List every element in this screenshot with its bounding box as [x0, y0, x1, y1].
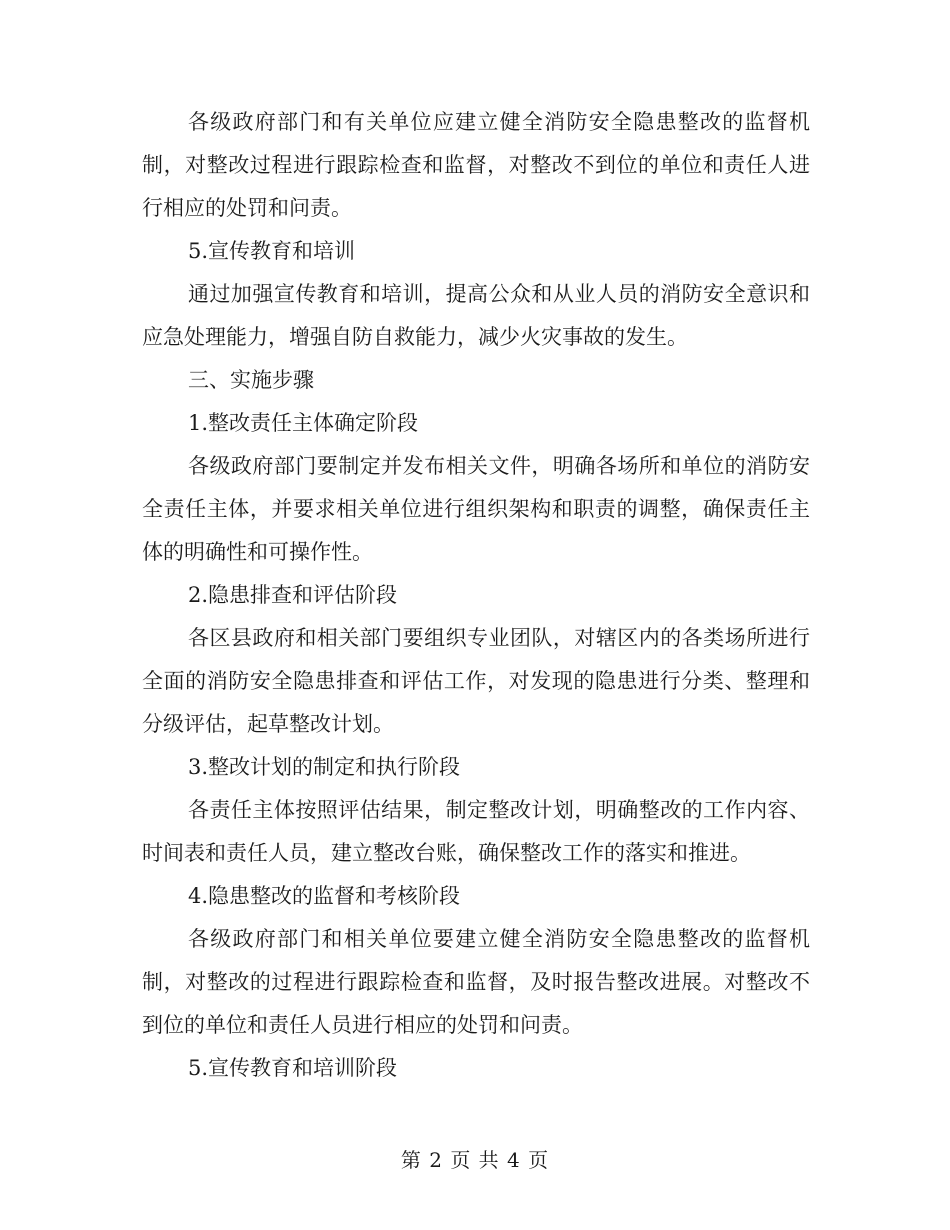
paragraph: 通过加强宣传教育和培训，提高公众和从业人员的消防安全意识和应急处理能力，增强自防自救能力，减少火灾事故的发生。: [142, 282, 810, 349]
paragraph: 各级政府部门要制定并发布相关文件，明确各场所和单位的消防安全责任主体，并要求相关单位进行组织架构和职责的调整，确保责任主体的明确性和可操作性。: [142, 454, 810, 564]
paragraph: 各责任主体按照评估结果，制定整改计划，明确整改的工作内容、时间表和责任人员，建立整改台账，确保整改工作的落实和推进。: [142, 798, 810, 865]
section-heading: 三、实施步骤: [188, 368, 314, 392]
paragraph: 各级政府部门和有关单位应建立健全消防安全隐患整改的监督机制，对整改过程进行跟踪检查和监督，对整改不到位的单位和责任人进行相应的处罚和问责。: [142, 110, 810, 220]
document-body: [142, 101, 810, 1090]
section-heading: 5.宣传教育和培训: [188, 239, 356, 263]
page-number-footer: 第 2 页 共 4 页: [400, 1148, 550, 1172]
section-heading: 4.隐患整改的监督和考核阶段: [188, 884, 461, 908]
paragraph: 各级政府部门和相关单位要建立健全消防安全隐患整改的监督机制，对整改的过程进行跟踪检查和监督，及时报告整改进展。对整改不到位的单位和责任人员进行相应的处罚和问责。: [142, 927, 810, 1037]
section-heading: 1.整改责任主体确定阶段: [188, 411, 419, 435]
section-heading: 5.宣传教育和培训阶段: [188, 1056, 398, 1080]
paragraph: 各区县政府和相关部门要组织专业团队，对辖区内的各类场所进行全面的消防安全隐患排查和评估工作，对发现的隐患进行分类、整理和分级评估，起草整改计划。: [142, 626, 810, 736]
section-heading: 2.隐患排查和评估阶段: [188, 583, 398, 607]
section-heading: 3.整改计划的制定和执行阶段: [188, 755, 461, 779]
